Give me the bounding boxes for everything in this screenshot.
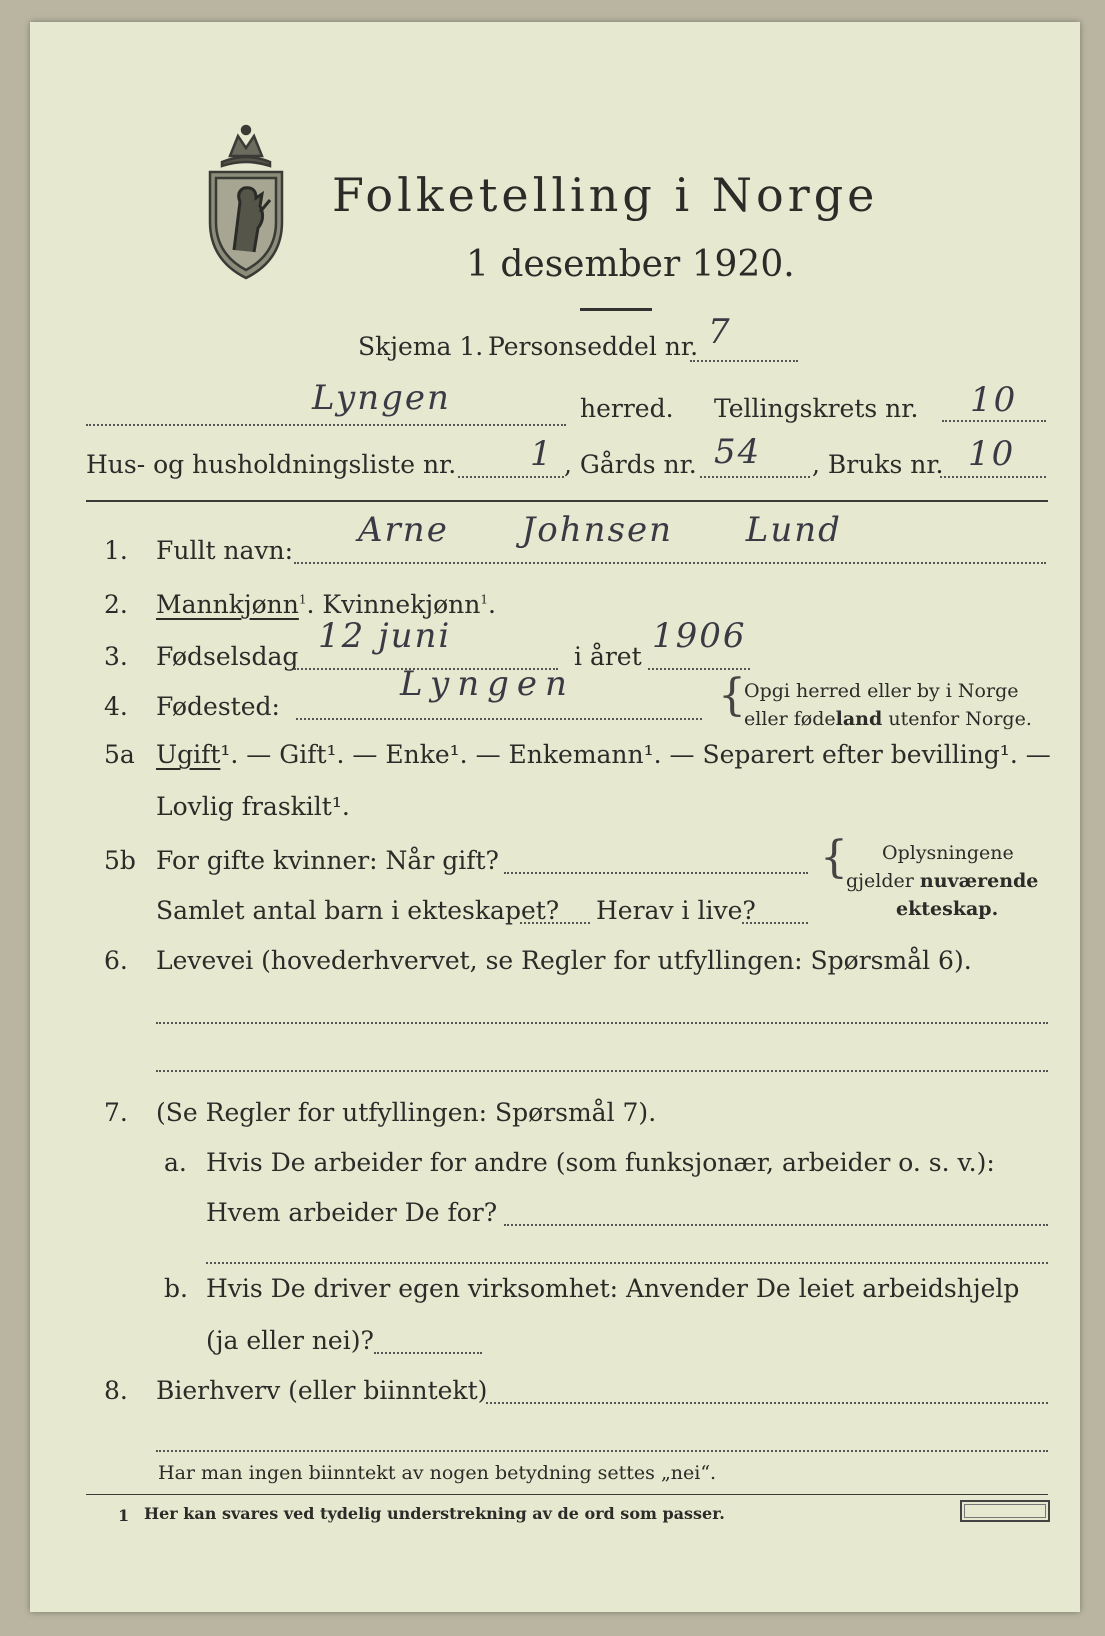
q5b-number: 5b <box>104 846 136 875</box>
birthplace-note-2 <box>744 708 1032 730</box>
bruks-value: 10 <box>968 434 1016 474</box>
marriage-note-2b: nuværende <box>919 870 1039 892</box>
marriage-note-2 <box>846 870 1038 892</box>
side-income-field-2[interactable] <box>156 1450 1048 1452</box>
birthplace-note-2a: eller føde <box>744 708 836 730</box>
hired-help-label: (ja eller nei)? <box>206 1326 374 1355</box>
q7a-label: Hvis De arbeider for andre (som funksjonær, arbeider o. s. v.): <box>206 1148 995 1177</box>
q1-label: Fullt navn: <box>156 536 294 565</box>
occupation-field-2[interactable] <box>156 1070 1048 1072</box>
marriage-note-1: Oplysningene <box>882 842 1014 864</box>
full-name-value: Arne Johnsen Lund <box>358 510 842 550</box>
gards-field[interactable] <box>700 476 810 478</box>
option-ugift[interactable]: Ugift <box>156 740 221 769</box>
census-date: 1 desember 1920. <box>466 244 795 285</box>
marital-status-rest: ¹. — Gift¹. — Enke¹. — Enkemann¹. — Separert efter bevilling¹. — <box>220 740 1051 769</box>
norwegian-coat-of-arms-icon <box>200 122 292 282</box>
q5a-number: 5a <box>104 740 135 769</box>
female-footnote-mark: 1 <box>480 592 488 607</box>
when-married-label: For gifte kvinner: Når gift? <box>156 846 499 875</box>
hus-label: Hus- og husholdningsliste nr. <box>86 450 457 479</box>
footnote-separator <box>86 1494 1048 1495</box>
gards-label: , Gårds nr. <box>564 450 697 479</box>
q7b-letter: b. <box>164 1274 188 1303</box>
side-income-label: Bierhverv (eller biinntekt) <box>156 1376 488 1405</box>
full-name-field[interactable] <box>294 562 1046 564</box>
footnote-mark: 1 <box>118 1506 130 1525</box>
header-separator <box>86 500 1048 502</box>
birthplace-note-1: Opgi herred eller by i Norge <box>744 680 1019 702</box>
hired-help-field[interactable] <box>374 1352 482 1354</box>
personseddel-value: 7 <box>708 312 732 352</box>
male-period: . <box>306 590 315 619</box>
q7-label: (Se Regler for utfyllingen: Spørsmål 7). <box>156 1098 657 1127</box>
tellingskrets-field[interactable] <box>942 420 1046 422</box>
marital-status-options <box>156 740 1051 769</box>
marriage-note-brace: { <box>820 832 848 883</box>
form-title: Folketelling i Norge <box>332 168 879 222</box>
q2-number: 2. <box>104 590 128 619</box>
marriage-note-2a: gjelder <box>846 870 920 892</box>
sex-options <box>156 590 496 619</box>
occupation-label: Levevei (hovederhvervet, se Regler for utfyllingen: Spørsmål 6). <box>156 946 972 975</box>
q3-label: Fødselsdag <box>156 642 299 671</box>
children-alive-label: Herav i live? <box>596 896 756 925</box>
skjema-label: Skjema 1. <box>358 332 484 361</box>
employer-field-2[interactable] <box>206 1262 1048 1264</box>
q7a-letter: a. <box>164 1148 187 1177</box>
birthday-value: 12 juni <box>318 616 452 656</box>
hus-value: 1 <box>530 434 554 474</box>
bruks-field[interactable] <box>940 476 1046 478</box>
tellingskrets-label: Tellingskrets nr. <box>714 394 919 423</box>
printer-stamp <box>960 1500 1050 1522</box>
bruks-label: , Bruks nr. <box>812 450 944 479</box>
q4-number: 4. <box>104 692 128 721</box>
marriage-note-3: ekteskap. <box>896 898 999 920</box>
q8-number: 8. <box>104 1376 128 1405</box>
q4-label: Fødested: <box>156 692 280 721</box>
children-count-field[interactable] <box>520 922 590 924</box>
option-male[interactable]: Mannkjønn <box>156 590 299 619</box>
male-footnote-mark: 1 <box>298 592 307 607</box>
printer-stamp-inner <box>964 1504 1046 1518</box>
employer-field[interactable] <box>504 1224 1048 1226</box>
personseddel-label: Personseddel nr. <box>488 332 699 361</box>
q3-number: 3. <box>104 642 128 671</box>
tellingskrets-value: 10 <box>970 380 1018 420</box>
birthplace-note-2b: land <box>835 708 883 730</box>
gards-value: 54 <box>714 432 762 472</box>
female-period: . <box>488 590 496 619</box>
option-female[interactable]: Kvinnekjønn <box>322 590 481 619</box>
birth-year-value: 1906 <box>652 616 747 656</box>
birthplace-value: Lyngen <box>400 664 575 704</box>
side-income-field[interactable] <box>486 1402 1048 1404</box>
year-label: i året <box>574 642 642 671</box>
children-count-label: Samlet antal barn i ekteskapet? <box>156 896 560 925</box>
q7b-label: Hvis De driver egen virksomhet: Anvender De leiet arbeidshjelp <box>206 1274 1020 1303</box>
q7-number: 7. <box>104 1098 128 1127</box>
footnote-text: Her kan svares ved tydelig understrekning av de ord som passer. <box>144 1504 725 1523</box>
q1-number: 1. <box>104 536 128 565</box>
title-divider <box>580 308 652 311</box>
birthplace-field[interactable] <box>296 718 702 720</box>
personseddel-field[interactable] <box>690 360 798 362</box>
hus-field[interactable] <box>458 476 564 478</box>
employer-label: Hvem arbeider De for? <box>206 1198 498 1227</box>
herred-value: Lyngen <box>312 378 451 418</box>
herred-label: herred. <box>580 394 674 423</box>
side-income-note: Har man ingen biinntekt av nogen betydning settes „nei“. <box>158 1462 717 1484</box>
birthplace-brace: { <box>718 670 746 721</box>
occupation-field-1[interactable] <box>156 1022 1048 1024</box>
when-married-field[interactable] <box>504 872 808 874</box>
birthplace-note-2c: utenfor Norge. <box>882 708 1032 730</box>
children-alive-field[interactable] <box>742 922 808 924</box>
herred-field[interactable] <box>86 424 566 426</box>
q6-number: 6. <box>104 946 128 975</box>
marital-status-line2[interactable]: Lovlig fraskilt¹. <box>156 792 350 821</box>
